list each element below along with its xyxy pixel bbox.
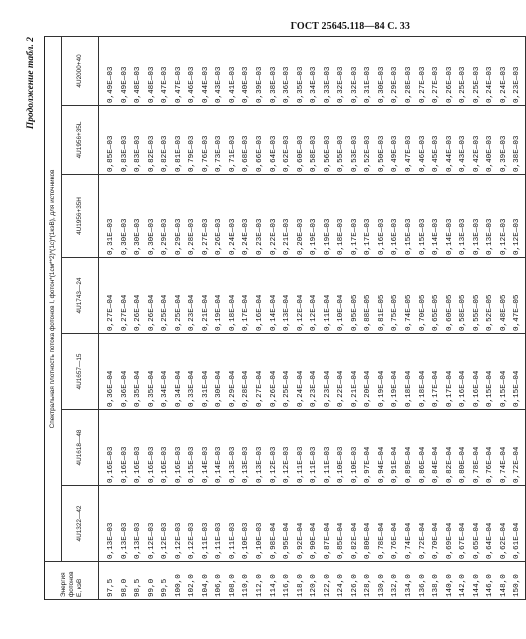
flux-cell: 0,12E—03: [513, 218, 522, 255]
energy-cell: 138,0: [432, 574, 441, 597]
flux-cell: 0,29E—03: [174, 218, 183, 255]
flux-cell: 0,21E—04: [350, 370, 359, 407]
energy-cell: 134,0: [405, 574, 414, 597]
flux-cell: 0,16E—03: [377, 218, 386, 255]
table-body-row: [99, 36, 526, 599]
flux-cell: 0,13E—03: [228, 446, 237, 483]
flux-cell: 0,36E—04: [107, 370, 115, 407]
flux-cell: 0,12E—03: [161, 522, 170, 559]
energy-cell: 104,0: [201, 574, 210, 597]
flux-cell: 0,26E—03: [215, 218, 224, 255]
flux-cell: 0,74E—04: [499, 446, 508, 483]
flux-cell: 0,92E—04: [296, 522, 305, 559]
flux-cell: 0,30E—04: [215, 370, 224, 407]
flux-cell: 0,10E—03: [337, 446, 346, 483]
flux-cell: 0,44E—03: [445, 135, 454, 172]
flux-cell: 0,17E—04: [432, 370, 441, 407]
flux-cell: 0,84E—04: [432, 446, 441, 483]
flux-cell: 0,97E—04: [364, 446, 373, 483]
flux-cell: 0,11E—03: [296, 446, 305, 483]
source-column-header: 4U1657—15: [62, 334, 99, 410]
flux-cell: 0,10E—03: [256, 522, 265, 559]
flux-cell: 0,86E—04: [418, 446, 427, 483]
flux-cell: 0,12E—04: [310, 294, 319, 331]
flux-cell: 0,24E—04: [296, 370, 305, 407]
flux-cell: 0,12E—03: [188, 522, 197, 559]
flux-cell: 0,35E—03: [296, 66, 305, 103]
flux-cell: 0,16E—03: [391, 218, 400, 255]
flux-cell: 0,48E—03: [134, 66, 143, 103]
flux-cell: 0,43E—03: [215, 66, 224, 103]
flux-cell: 0,65E—05: [432, 294, 441, 331]
flux-cell: 0,16E—03: [161, 446, 170, 483]
flux-cell: 0,19E—03: [323, 218, 332, 255]
flux-cell: 0,14E—03: [201, 446, 210, 483]
energy-cell: 132,0: [391, 574, 400, 597]
energy-cell: 128,0: [364, 574, 373, 597]
flux-cell: 0,61E—04: [513, 522, 522, 559]
flux-cell: 0,89E—04: [405, 446, 414, 483]
flux-cell: 0,40E—03: [486, 135, 495, 172]
flux-cell: 0,23E—04: [310, 370, 319, 407]
flux-cell: 0,13E—03: [459, 218, 468, 255]
energy-cell: 142,0: [459, 574, 468, 597]
energy-cell: 144,0: [472, 574, 481, 597]
flux-cell: 0,47E—05: [513, 294, 522, 331]
source-column-header: 4U1743—24: [62, 258, 99, 334]
flux-cell: 0,95E—05: [350, 294, 359, 331]
flux-cell: 0,13E—04: [283, 294, 292, 331]
source-header-row: [62, 36, 99, 599]
flux-cell: 0,15E—04: [486, 370, 495, 407]
flux-density-table: [44, 36, 526, 600]
flux-cell: 0,11E—03: [323, 446, 332, 483]
source-column-header: 4U1956+35H: [62, 175, 99, 258]
source-column-header: 4U1956+35L: [62, 106, 99, 175]
flux-cell: 0,25E—04: [174, 294, 183, 331]
flux-cell: 0,52E—05: [486, 294, 495, 331]
flux-cell: 0,35E—04: [147, 370, 156, 407]
flux-cell: 0,64E—04: [486, 522, 495, 559]
flux-cell: 0,48E—05: [499, 294, 508, 331]
flux-cell: 0,45E—03: [432, 135, 441, 172]
flux-cell: 0,24E—03: [228, 218, 237, 255]
rotated-table-block: [24, 37, 522, 600]
flux-cell: 0,11E—03: [228, 522, 237, 559]
flux-cell: 0,24E—03: [499, 66, 508, 103]
flux-cell: 0,16E—04: [459, 370, 468, 407]
energy-cell: 100,0: [174, 574, 183, 597]
flux-cell: 0,18E—03: [337, 218, 346, 255]
flux-cell: 0,76E—04: [391, 522, 400, 559]
energy-column-header: Энергия фотонов E, кэВ: [45, 562, 99, 600]
flux-cell: 0,26E—04: [134, 294, 143, 331]
flux-cell: 0,11E—04: [323, 294, 332, 331]
flux-cell: 0,98E—04: [269, 522, 278, 559]
flux-cell: 0,49E—03: [391, 135, 400, 172]
flux-cell: 0,13E—03: [107, 522, 115, 559]
energy-cell: 146,0: [486, 574, 495, 597]
flux-cell: 0,82E—03: [147, 135, 156, 172]
flux-cell: 0,26E—04: [269, 370, 278, 407]
energy-cell: 150,0: [513, 574, 522, 597]
flux-cell: 0,85E—04: [337, 522, 346, 559]
flux-cell: 0,48E—03: [147, 66, 156, 103]
energy-cell: 120,0: [310, 574, 319, 597]
flux-cell: 0,36E—04: [120, 370, 129, 407]
flux-cell: 0,80E—04: [459, 446, 468, 483]
flux-cell: 0,90E—04: [310, 522, 319, 559]
flux-cell: 0,43E—03: [459, 135, 468, 172]
flux-cell: 0,33E—04: [188, 370, 197, 407]
flux-cell: 0,65E—04: [472, 522, 481, 559]
energy-cell: 140,0: [445, 574, 454, 597]
flux-cell: 0,81E—05: [377, 294, 386, 331]
flux-cell: 0,28E—04: [242, 370, 251, 407]
energy-cell: 102,0: [188, 574, 197, 597]
energy-cell: 130,0: [377, 574, 386, 597]
flux-cell: 0,39E—03: [256, 66, 265, 103]
energy-cell: 99,5: [161, 578, 170, 597]
flux-cell: 0,58E—03: [310, 135, 319, 172]
flux-cell: 0,12E—03: [499, 218, 508, 255]
flux-cell: 0,68E—03: [242, 135, 251, 172]
flux-cell: 0,13E—03: [472, 218, 481, 255]
flux-cell: 0,47E—03: [405, 135, 414, 172]
flux-cell: 0,25E—04: [283, 370, 292, 407]
flux-cell: 0,17E—04: [242, 294, 251, 331]
flux-cell: 0,62E—03: [283, 135, 292, 172]
flux-cell: 0,78E—04: [377, 522, 386, 559]
flux-cell: 0,34E—04: [161, 370, 170, 407]
energy-cell: 112,0: [256, 574, 265, 597]
energy-cell: 114,0: [269, 574, 278, 597]
source-values-4u1956h: [99, 175, 526, 258]
flux-cell: 0,19E—04: [215, 294, 224, 331]
flux-cell: 0,40E—03: [242, 66, 251, 103]
flux-cell: 0,35E—04: [134, 370, 143, 407]
flux-cell: 0,41E—03: [228, 66, 237, 103]
flux-cell: 0,56E—03: [323, 135, 332, 172]
energy-cell: 110,0: [242, 574, 251, 597]
flux-cell: 0,13E—03: [134, 522, 143, 559]
flux-cell: 0,34E—04: [174, 370, 183, 407]
flux-cell: 0,16E—04: [256, 294, 265, 331]
flux-cell: 0,25E—03: [472, 66, 481, 103]
flux-cell: 0,27E—04: [256, 370, 265, 407]
source-column-header: 4U1322—42: [62, 486, 99, 562]
energy-cell: 136,0: [418, 574, 427, 597]
flux-cell: 0,16E—03: [134, 446, 143, 483]
flux-cell: 0,13E—03: [256, 446, 265, 483]
flux-cell: 0,71E—03: [228, 135, 237, 172]
flux-cell: 0,76E—03: [201, 135, 210, 172]
flux-cell: 0,82E—03: [161, 135, 170, 172]
energy-cell: 97,5: [107, 578, 115, 597]
flux-cell: 0,88E—05: [364, 294, 373, 331]
flux-cell: 0,70E—04: [432, 522, 441, 559]
flux-cell: 0,58E—05: [459, 294, 468, 331]
flux-cell: 0,22E—03: [269, 218, 278, 255]
flux-cell: 0,60E—05: [445, 294, 454, 331]
flux-cell: 0,38E—03: [269, 66, 278, 103]
flux-cell: 0,14E—03: [432, 218, 441, 255]
flux-cell: 0,27E—03: [201, 218, 210, 255]
flux-cell: 0,21E—04: [201, 294, 210, 331]
energy-cell: 122,0: [323, 574, 332, 597]
flux-cell: 0,17E—03: [350, 218, 359, 255]
flux-cell: 0,72E—04: [513, 446, 522, 483]
energy-cell: 124,0: [337, 574, 346, 597]
page-header: ГОСТ 25645.118—84 С. 33: [290, 21, 410, 32]
flux-cell: 0,94E—04: [377, 446, 386, 483]
flux-cell: 0,19E—03: [310, 218, 319, 255]
flux-cell: 0,91E—04: [391, 446, 400, 483]
flux-cell: 0,44E—03: [201, 66, 210, 103]
flux-cell: 0,55E—03: [337, 135, 346, 172]
flux-cell: 0,83E—03: [134, 135, 143, 172]
flux-cell: 0,67E—04: [459, 522, 468, 559]
energy-cell: 99,0: [147, 578, 156, 597]
flux-cell: 0,31E—04: [201, 370, 210, 407]
flux-cell: 0,15E—03: [418, 218, 427, 255]
energy-values: [99, 562, 526, 600]
flux-cell: 0,18E—04: [418, 370, 427, 407]
flux-cell: 0,16E—03: [107, 446, 115, 483]
flux-cell: 0,78E—04: [472, 446, 481, 483]
source-values-4u1657: [99, 334, 526, 410]
flux-cell: 0,17E—03: [364, 218, 373, 255]
energy-cell: 116,0: [283, 574, 292, 597]
flux-cell: 0,62E—04: [499, 522, 508, 559]
flux-cell: 0,10E—03: [242, 522, 251, 559]
flux-cell: 0,25E—04: [161, 294, 170, 331]
flux-cell: 0,15E—04: [513, 370, 522, 407]
source-values-4u2000: [99, 36, 526, 105]
flux-cell: 0,15E—04: [499, 370, 508, 407]
flux-cell: 0,34E—03: [310, 66, 319, 103]
flux-cell: 0,27E—04: [107, 294, 115, 331]
flux-cell: 0,38E—03: [513, 135, 522, 172]
flux-cell: 0,26E—03: [445, 66, 454, 103]
flux-cell: 0,80E—04: [364, 522, 373, 559]
flux-cell: 0,27E—04: [120, 294, 129, 331]
flux-cell: 0,15E—03: [188, 446, 197, 483]
flux-cell: 0,79E—03: [188, 135, 197, 172]
flux-cell: 0,16E—03: [147, 446, 156, 483]
flux-cell: 0,20E—03: [296, 218, 305, 255]
source-column-header: 4U1618—48: [62, 410, 99, 486]
flux-cell: 0,25E—03: [459, 66, 468, 103]
source-values-4u1956l: [99, 106, 526, 175]
flux-cell: 0,55E—05: [472, 294, 481, 331]
flux-cell: 0,26E—04: [147, 294, 156, 331]
flux-cell: 0,12E—03: [174, 522, 183, 559]
flux-cell: 0,18E—04: [405, 370, 414, 407]
flux-cell: 0,46E—03: [418, 135, 427, 172]
flux-cell: 0,27E—03: [418, 66, 427, 103]
flux-cell: 0,28E—03: [188, 218, 197, 255]
flux-cell: 0,11E—03: [201, 522, 210, 559]
flux-cell: 0,49E—03: [107, 66, 115, 103]
energy-cell: 106,0: [215, 574, 224, 597]
flux-cell: 0,10E—04: [337, 294, 346, 331]
flux-cell: 0,46E—03: [188, 66, 197, 103]
flux-cell: 0,32E—03: [337, 66, 346, 103]
flux-cell: 0,42E—03: [472, 135, 481, 172]
source-values-4u1322: [99, 486, 526, 562]
flux-cell: 0,74E—05: [405, 294, 414, 331]
flux-cell: 0,14E—03: [445, 218, 454, 255]
flux-cell: 0,39E—03: [499, 135, 508, 172]
flux-cell: 0,76E—04: [486, 446, 495, 483]
flux-cell: 0,64E—03: [269, 135, 278, 172]
flux-cell: 0,13E—03: [242, 446, 251, 483]
flux-cell: 0,14E—03: [215, 446, 224, 483]
flux-cell: 0,23E—04: [323, 370, 332, 407]
flux-cell: 0,14E—04: [269, 294, 278, 331]
flux-cell: 0,70E—05: [418, 294, 427, 331]
flux-cell: 0,22E—04: [337, 370, 346, 407]
energy-cell: 98,5: [134, 578, 143, 597]
energy-cell: 126,0: [350, 574, 359, 597]
flux-cell: 0,29E—04: [228, 370, 237, 407]
flux-cell: 0,16E—03: [174, 446, 183, 483]
flux-cell: 0,19E—04: [377, 370, 386, 407]
flux-cell: 0,28E—03: [405, 66, 414, 103]
flux-cell: 0,60E—03: [296, 135, 305, 172]
flux-cell: 0,18E—04: [228, 294, 237, 331]
flux-cell: 0,52E—03: [364, 135, 373, 172]
flux-cell: 0,74E—04: [405, 522, 414, 559]
flux-cell: 0,23E—04: [188, 294, 197, 331]
flux-cell: 0,73E—03: [215, 135, 224, 172]
flux-cell: 0,16E—03: [120, 446, 129, 483]
flux-cell: 0,10E—03: [350, 446, 359, 483]
flux-cell: 0,72E—04: [418, 522, 427, 559]
flux-cell: 0,19E—04: [391, 370, 400, 407]
source-values-4u1743: [99, 258, 526, 334]
flux-cell: 0,95E—04: [283, 522, 292, 559]
flux-cell: 0,82E—04: [445, 446, 454, 483]
flux-cell: 0,82E—04: [350, 522, 359, 559]
flux-cell: 0,13E—03: [120, 522, 129, 559]
flux-cell: 0,20E—04: [364, 370, 373, 407]
flux-cell: 0,49E—03: [120, 66, 129, 103]
flux-cell: 0,21E—03: [283, 218, 292, 255]
flux-cell: 0,47E—03: [161, 66, 170, 103]
flux-cell: 0,53E—03: [350, 135, 359, 172]
flux-cell: 0,47E—03: [174, 66, 183, 103]
energy-cell: 108,0: [228, 574, 237, 597]
group-column-header: Спектральная плотность потока фотонов I, фотон*(1см**2)*(1с)*(1кэВ), для источников: [45, 36, 62, 561]
flux-cell: 0,85E—03: [107, 135, 115, 172]
flux-cell: 0,29E—03: [161, 218, 170, 255]
flux-cell: 0,69E—04: [445, 522, 454, 559]
flux-cell: 0,15E—03: [405, 218, 414, 255]
table-continuation-label: Продолжение табл. 2: [26, 37, 36, 130]
flux-cell: 0,11E—03: [215, 522, 224, 559]
flux-cell: 0,30E—03: [377, 66, 386, 103]
flux-cell: 0,16E—04: [472, 370, 481, 407]
flux-cell: 0,81E—03: [174, 135, 183, 172]
flux-cell: 0,12E—03: [147, 522, 156, 559]
energy-cell: 118,0: [296, 574, 305, 597]
flux-cell: 0,31E—03: [364, 66, 373, 103]
flux-cell: 0,75E—05: [391, 294, 400, 331]
flux-cell: 0,11E—03: [310, 446, 319, 483]
flux-cell: 0,17E—04: [445, 370, 454, 407]
flux-cell: 0,33E—03: [323, 66, 332, 103]
flux-cell: 0,36E—03: [283, 66, 292, 103]
source-values-4u1618: [99, 410, 526, 486]
flux-cell: 0,32E—03: [350, 66, 359, 103]
flux-cell: 0,23E—03: [513, 66, 522, 103]
flux-cell: 0,12E—04: [296, 294, 305, 331]
flux-cell: 0,83E—03: [120, 135, 129, 172]
flux-cell: 0,87E—04: [323, 522, 332, 559]
energy-cell: 98,0: [120, 578, 129, 597]
flux-cell: 0,12E—03: [269, 446, 278, 483]
flux-cell: 0,66E—03: [256, 135, 265, 172]
source-column-header: 4U2000+40: [62, 36, 99, 105]
flux-cell: 0,12E—03: [283, 446, 292, 483]
flux-cell: 0,27E—03: [432, 66, 441, 103]
flux-cell: 0,30E—03: [134, 218, 143, 255]
flux-cell: 0,29E—03: [391, 66, 400, 103]
flux-cell: 0,31E—03: [107, 218, 115, 255]
flux-cell: 0,13E—03: [486, 218, 495, 255]
flux-cell: 0,24E—03: [486, 66, 495, 103]
flux-cell: 0,50E—03: [377, 135, 386, 172]
flux-cell: 0,23E—03: [256, 218, 265, 255]
flux-cell: 0,30E—03: [120, 218, 129, 255]
energy-cell: 148,0: [499, 574, 508, 597]
flux-cell: 0,30E—03: [147, 218, 156, 255]
flux-cell: 0,24E—03: [242, 218, 251, 255]
